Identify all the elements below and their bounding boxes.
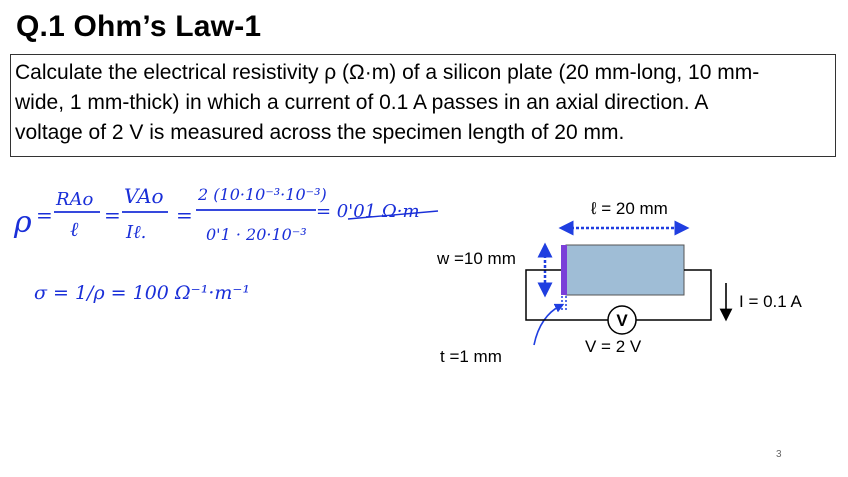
problem-line-3: voltage of 2 V is measured across the specimen length of 20 mm. xyxy=(15,121,625,144)
problem-line-1: Calculate the electrical resistivity ρ (Ω·m) of a silicon plate (20 mm-long, 10 mm- xyxy=(15,61,760,84)
thickness-label: t =1 mm xyxy=(440,347,502,366)
slide-title: Q.1 Ohm’s Law-1 xyxy=(16,10,262,43)
fraction-2-numerator: VAo xyxy=(124,184,164,208)
thickness-pointer xyxy=(534,306,560,345)
conductivity-line: σ = 1/ρ = 100 Ω⁻¹·m⁻¹ xyxy=(34,282,251,304)
voltage-label: V = 2 V xyxy=(585,337,642,356)
page-number: 3 xyxy=(776,449,782,460)
fraction-2-denominator: Iℓ. xyxy=(126,222,147,243)
fraction-1-numerator: RAo xyxy=(56,189,94,210)
width-label: w =10 mm xyxy=(437,249,516,268)
voltmeter-symbol: V xyxy=(616,311,628,330)
problem-line-2: wide, 1 mm-thick) in which a current of 0.1 A passes in an axial direction. A xyxy=(15,91,709,114)
rho-symbol: ρ xyxy=(14,205,32,240)
equals-2: = xyxy=(104,203,121,227)
silicon-plate xyxy=(566,245,684,295)
length-label: ℓ = 20 mm xyxy=(591,199,668,218)
result-value: = 0'01 Ω·m xyxy=(316,201,420,222)
fraction-3-denominator: 0'1 · 20·10⁻³ xyxy=(206,225,307,244)
equals-3: = xyxy=(176,203,193,227)
equals-1: = xyxy=(36,203,53,227)
plate-edge xyxy=(561,245,567,295)
fraction-3-numerator: 2 (10·10⁻³·10⁻³) xyxy=(198,185,327,204)
current-label: I = 0.1 A xyxy=(739,292,802,311)
fraction-1-denominator: ℓ xyxy=(70,217,79,241)
